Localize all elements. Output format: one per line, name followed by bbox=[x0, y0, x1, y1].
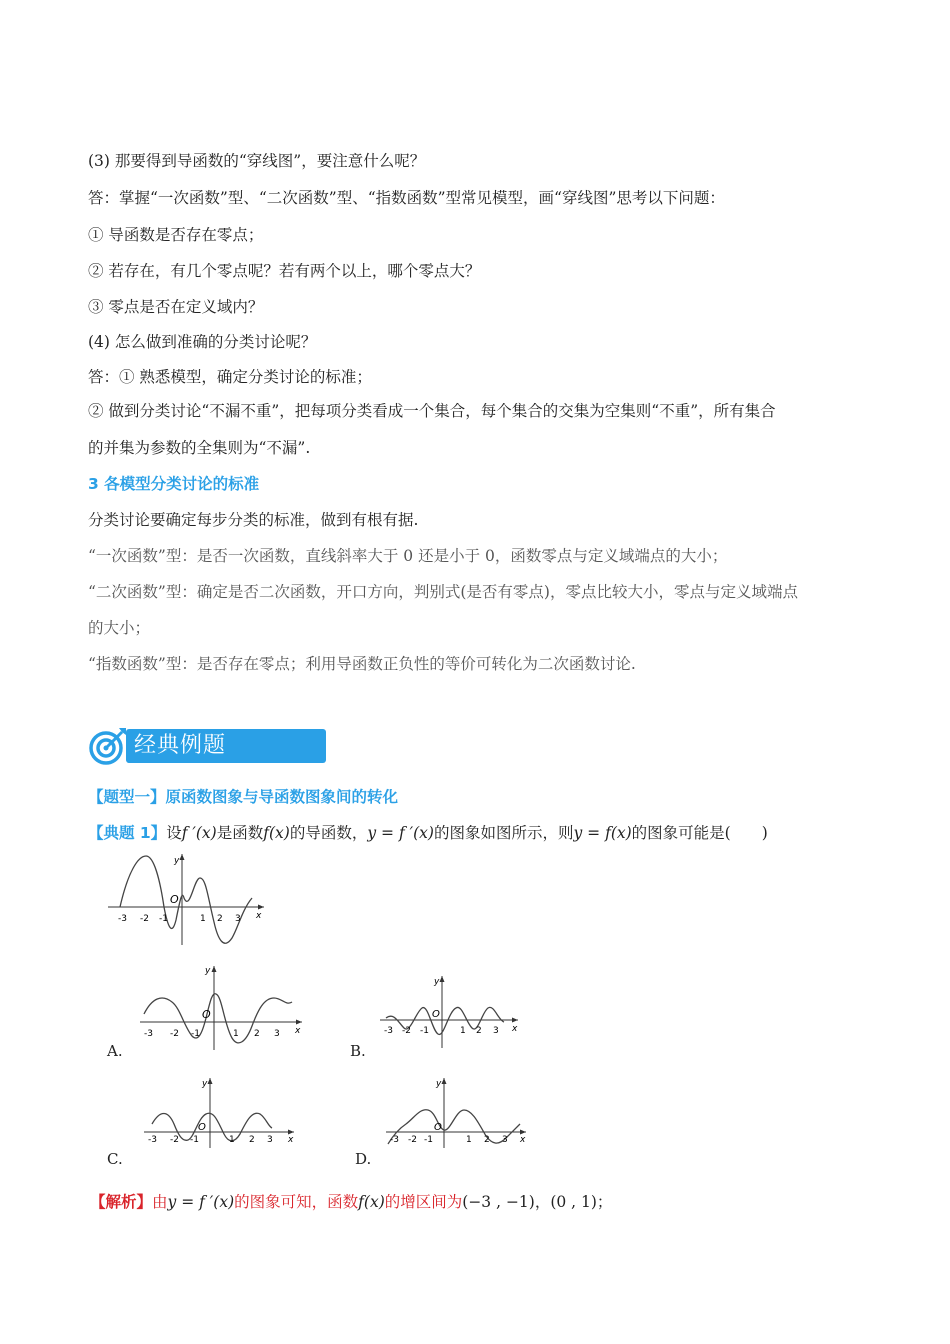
tick-label: 1 bbox=[460, 1026, 466, 1036]
tick-label: 3 bbox=[267, 1135, 273, 1145]
tick-label: -1 bbox=[191, 1029, 200, 1039]
tick-label: 3 bbox=[493, 1026, 499, 1036]
y-axis-label: y bbox=[434, 977, 440, 987]
paragraph-quadratic: “二次函数”型：确定是否二次函数，开口方向，判别式(是否有零点)，零点比较大小，零点与定义域端点 bbox=[88, 583, 798, 601]
y-axis-label: y bbox=[205, 966, 211, 976]
solution-text: 的图象可知，函数 bbox=[234, 1193, 359, 1211]
option-c-graph[interactable] bbox=[140, 1074, 300, 1150]
answer-3-item-1: ① 导函数是否存在零点； bbox=[88, 226, 264, 244]
math-expression: f(x) bbox=[263, 824, 290, 842]
option-b-label[interactable]: B. bbox=[350, 1042, 366, 1060]
math-expression: f ′(x) bbox=[181, 824, 217, 842]
origin-label: O bbox=[170, 893, 179, 906]
banner-title: 经典例题 bbox=[126, 729, 326, 763]
tick-label: 3 bbox=[502, 1135, 508, 1145]
option-b-graph[interactable] bbox=[376, 972, 526, 1052]
answer-3-item-2: ② 若存在，有几个零点呢？若有两个以上，哪个零点大？ bbox=[88, 262, 481, 280]
answer-3: 答：掌握“一次函数”型、“二次函数”型、“指数函数”型常见模型，画“穿线图”思考以下问题： bbox=[88, 189, 725, 207]
paragraph-exponential: “指数函数”型：是否存在零点；利用导函数正负性的等价可转化为二次函数讨论. bbox=[88, 655, 636, 673]
tick-label: -1 bbox=[159, 914, 168, 924]
tick-label: 1 bbox=[229, 1135, 235, 1145]
y-axis-label: y bbox=[436, 1079, 442, 1089]
option-d-graph[interactable] bbox=[382, 1074, 532, 1150]
origin-label: O bbox=[434, 1122, 442, 1133]
tick-label: 3 bbox=[274, 1029, 280, 1039]
solution-text: 由 bbox=[152, 1193, 168, 1211]
x-axis-label: x bbox=[520, 1135, 526, 1145]
tick-label: 1 bbox=[466, 1135, 472, 1145]
origin-label: O bbox=[432, 1009, 440, 1020]
paragraph-quadratic-cont: 的大小； bbox=[88, 619, 151, 637]
tick-label: 2 bbox=[249, 1135, 255, 1145]
tick-label: -3 bbox=[148, 1135, 157, 1145]
example-banner bbox=[86, 724, 346, 768]
origin-label: O bbox=[202, 1008, 211, 1021]
y-axis-label: y bbox=[174, 856, 180, 866]
tick-label: -1 bbox=[424, 1135, 433, 1145]
x-axis-label: x bbox=[512, 1024, 518, 1034]
math-expression: f(x) bbox=[358, 1193, 385, 1211]
x-axis-label: x bbox=[288, 1135, 294, 1145]
tick-label: 2 bbox=[217, 914, 223, 924]
tick-label: -1 bbox=[420, 1026, 429, 1036]
x-axis-label: x bbox=[295, 1026, 301, 1036]
answer-3-item-3: ③ 零点是否在定义域内？ bbox=[88, 298, 264, 316]
origin-label: O bbox=[198, 1122, 206, 1133]
answer-4-item-1: 答：① 熟悉模型，确定分类讨论的标准； bbox=[88, 368, 372, 386]
math-expression: y = f ′(x) bbox=[367, 824, 434, 842]
tick-label: 1 bbox=[200, 914, 206, 924]
section-heading: 3 各模型分类讨论的标准 bbox=[88, 475, 260, 493]
solution-text: 的增区间为 bbox=[384, 1193, 463, 1211]
example-text: 的导函数， bbox=[289, 824, 368, 842]
y-axis-label: y bbox=[202, 1079, 208, 1089]
example-text: 的图象可能是( ) bbox=[631, 824, 768, 842]
option-d-label[interactable]: D. bbox=[355, 1150, 372, 1168]
x-axis-label: x bbox=[256, 911, 262, 921]
tick-label: -2 bbox=[170, 1029, 179, 1039]
example-text: 设 bbox=[166, 824, 182, 842]
tick-label: -2 bbox=[402, 1026, 411, 1036]
paragraph-linear: “一次函数”型：是否一次函数，直线斜率大于 0 还是小于 0，函数零点与定义域端点的大小； bbox=[88, 547, 728, 565]
tick-label: -3 bbox=[390, 1135, 399, 1145]
answer-4-item-2: ② 做到分类讨论“不漏不重”，把每项分类看成一个集合，每个集合的交集为空集则“不重”，所有集合 bbox=[88, 402, 776, 420]
paragraph-1: 分类讨论要确定每步分类的标准，做到有根有据. bbox=[88, 511, 419, 529]
tick-label: 2 bbox=[254, 1029, 260, 1039]
target-icon bbox=[86, 724, 130, 768]
tick-label: -3 bbox=[118, 914, 127, 924]
tick-label: 2 bbox=[476, 1026, 482, 1036]
example-1 bbox=[88, 823, 768, 843]
type-title: 【题型一】原函数图象与导函数图象间的转化 bbox=[88, 788, 399, 806]
example-text: 是函数 bbox=[216, 824, 264, 842]
tick-label: -2 bbox=[408, 1135, 417, 1145]
example-text: 的图象如图所示，则 bbox=[433, 824, 574, 842]
option-c-label[interactable]: C. bbox=[107, 1150, 123, 1168]
math-expression: y = f ′(x) bbox=[167, 1193, 235, 1211]
example-label: 【典题 1】 bbox=[88, 824, 167, 842]
tick-label: 1 bbox=[233, 1029, 239, 1039]
solution bbox=[90, 1192, 612, 1212]
derivative-graph bbox=[104, 850, 274, 950]
tick-label: -1 bbox=[190, 1135, 199, 1145]
option-a-label[interactable]: A. bbox=[107, 1042, 123, 1060]
math-expression: y = f(x) bbox=[573, 824, 632, 842]
tick-label: -2 bbox=[140, 914, 149, 924]
math-expression: (−3 , −1)，(0 , 1)； bbox=[462, 1193, 613, 1211]
tick-label: 3 bbox=[235, 914, 241, 924]
tick-label: -3 bbox=[144, 1029, 153, 1039]
tick-label: -2 bbox=[170, 1135, 179, 1145]
option-a-graph[interactable] bbox=[136, 962, 308, 1052]
question-3: (3) 那要得到导函数的“穿线图”，要注意什么呢？ bbox=[88, 152, 426, 170]
answer-4-item-2-cont: 的并集为参数的全集则为“不漏”. bbox=[88, 439, 311, 457]
question-4: (4) 怎么做到准确的分类讨论呢？ bbox=[88, 333, 317, 351]
tick-label: -3 bbox=[384, 1026, 393, 1036]
tick-label: 2 bbox=[484, 1135, 490, 1145]
solution-label: 【解析】 bbox=[90, 1192, 153, 1211]
